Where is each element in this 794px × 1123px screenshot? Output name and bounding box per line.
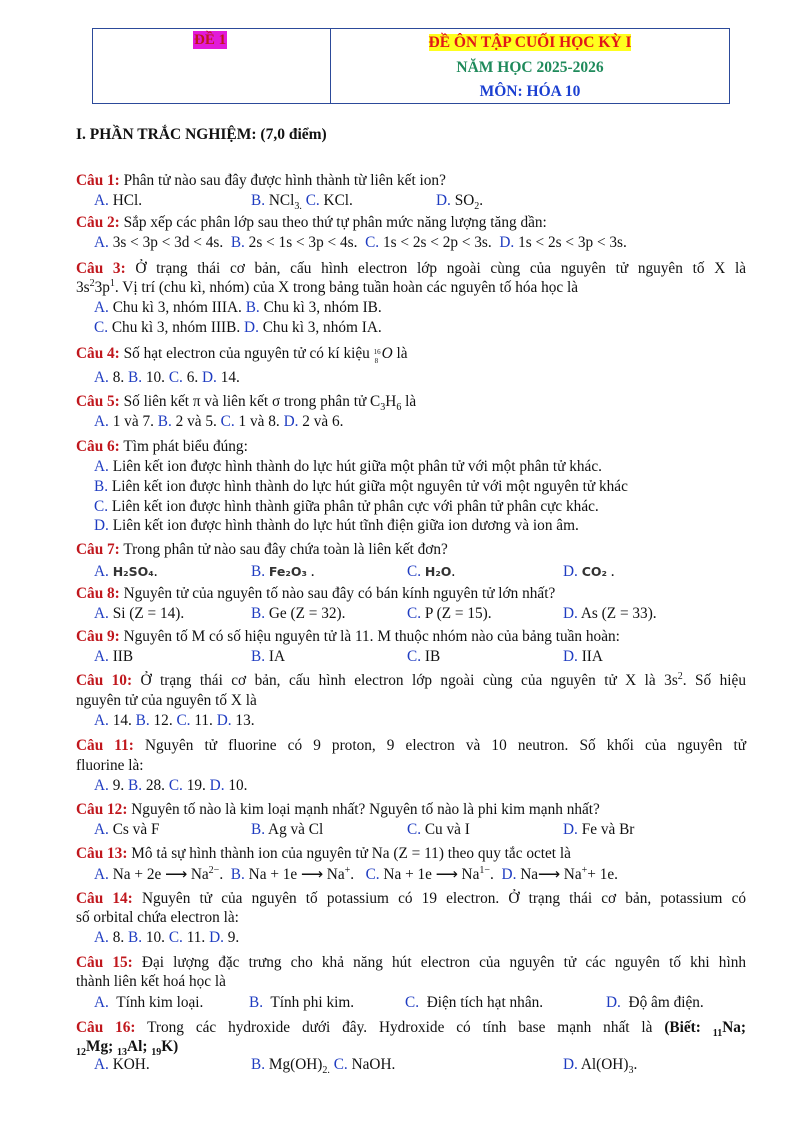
option-letter: C. (407, 648, 422, 665)
option-b (251, 820, 323, 839)
option-d-text: 1s < 2s < 3p < 3s. (518, 234, 627, 251)
question-text: Mô tả sự hình thành ion của nguyên tử Na (Z = 11) theo quy tắc octet là (131, 845, 571, 862)
option-text: Cs và F (112, 821, 160, 838)
option-b-text: Chu kì 3, nhóm IB. (263, 299, 382, 316)
subscript: 3 (628, 1065, 634, 1077)
option-letter: D. (563, 1056, 578, 1073)
school-year: NĂM HỌC 2025-2026 (456, 59, 604, 76)
option-b (249, 993, 354, 1012)
option-b-text: 2s < 1s < 3p < 4s. (248, 234, 358, 251)
option-d (563, 1055, 638, 1077)
superscript: 2 (89, 277, 95, 289)
subject: MÔN: HÓA 10 (479, 83, 581, 100)
option-d-text: 10. (228, 777, 248, 794)
option-letter: C. (365, 234, 380, 251)
option-text: Tính kim loại. (116, 994, 204, 1011)
option-d (563, 820, 634, 839)
question-label: Câu 8: (76, 585, 120, 602)
subscript: 19 (151, 1047, 162, 1059)
option-letter: C. (333, 1056, 348, 1073)
question-16-cont (76, 1037, 179, 1059)
option-letter: D. (499, 234, 515, 251)
option-d (563, 647, 603, 666)
option-text: Mg(OH) (268, 1056, 323, 1073)
option-text: NCl (268, 192, 295, 209)
option-a (94, 647, 133, 666)
question-12 (76, 800, 600, 819)
option-c (405, 993, 543, 1012)
superscript: 1 (109, 277, 115, 289)
option-c-text: Chu kì 3, nhóm IIIB. (111, 319, 241, 336)
question-label: Câu 10: (76, 672, 133, 689)
subscript: 12 (76, 1047, 86, 1059)
option-letter: C. (305, 192, 320, 209)
option-letter: B. (251, 192, 266, 209)
question-1 (76, 171, 446, 190)
question-text-end: là (396, 345, 408, 362)
option-text: Liên kết ion được hình thành do lực hút giữa một phân tử với một phân tử khác. (112, 458, 602, 475)
question-3-cont (76, 278, 578, 297)
option-letter: D. (94, 517, 109, 534)
option-d (563, 604, 657, 623)
option-a (94, 1055, 150, 1074)
element-symbol: O (381, 345, 393, 362)
question-text: Số liên kết π và liên kết σ trong phân tử C (123, 393, 381, 410)
text: 3s (76, 279, 90, 296)
question-label: Câu 7: (76, 541, 120, 558)
option-letter: A. (94, 563, 109, 580)
question-10-cont: nguyên tử của nguyên tố X là (76, 692, 257, 709)
option-b (251, 1055, 396, 1077)
exam-title-text: ĐỀ ÔN TẬP CUỐI HỌC KỲ I (428, 34, 632, 51)
option-b-text: 10. (145, 369, 165, 386)
formula: CO₂ (581, 564, 607, 579)
question-label: Câu 16: (76, 1019, 136, 1036)
option-d-text: 14. (220, 369, 240, 386)
note-text: K) (161, 1038, 179, 1055)
formula: H₂SO₄ (112, 564, 154, 579)
option-text: Cu và I (424, 821, 470, 838)
text: + 1e. (587, 866, 619, 883)
option-d (94, 516, 579, 535)
question-text: Nguyên tố nào là kim loại mạnh nhất? Nguyên tố nào là phi kim mạnh nhất? (131, 801, 600, 818)
option-letter: A. (94, 192, 109, 209)
question-text: . Số hiệu (682, 672, 746, 689)
option-letter: B. (251, 563, 266, 580)
option-d-text: Na⟶ Na (520, 866, 582, 883)
option-letter: A. (94, 712, 109, 729)
option-b (251, 191, 353, 213)
option-c-text: 11. (194, 712, 213, 729)
text: H (385, 393, 397, 410)
option-d (436, 191, 484, 213)
option-d-text: 2 và 6. (302, 413, 344, 430)
option-letter: C. (220, 413, 235, 430)
note-text: Na; (722, 1019, 746, 1036)
option-letter: A. (94, 777, 109, 794)
option-letter: A. (94, 299, 109, 316)
option-letter: B. (128, 929, 143, 946)
option-letter: A. (94, 821, 109, 838)
option-a: A. H₂SO₄. (94, 563, 158, 580)
option-text: Độ âm điện. (628, 994, 704, 1011)
option-letter: B. (128, 777, 143, 794)
option-letter: C. (365, 866, 380, 883)
option-d-text: Chu kì 3, nhóm IA. (262, 319, 382, 336)
question-10 (76, 671, 746, 690)
note (664, 1019, 746, 1040)
question-label: Câu 9: (76, 628, 120, 645)
text: 3p (94, 279, 110, 296)
option-text: Tính phi kim. (270, 994, 355, 1011)
option-c (407, 647, 440, 666)
option-letter: D. (563, 605, 578, 622)
option-a-text: 8. (112, 929, 125, 946)
option-b (94, 477, 628, 496)
question-text: Sắp xếp các phân lớp sau theo thứ tự phân mức năng lượng tăng dần: (123, 214, 547, 231)
option-b-text: 2 và 5. (175, 413, 217, 430)
question-3 (76, 259, 746, 278)
question-text: Số hạt electron của nguyên tử có kí kiệu (123, 345, 370, 362)
option-text: IIA (581, 648, 603, 665)
option-letter: A. (94, 648, 109, 665)
question-label: Câu 13: (76, 845, 128, 862)
option-letter: D. (563, 821, 578, 838)
option-letter: B. (135, 712, 150, 729)
option-letter: D. (606, 994, 621, 1011)
option-a-text: Na + 2e ⟶ Na (112, 866, 209, 883)
superscript: 2− (208, 864, 220, 876)
question-text: Trong phân tử nào sau đây chứa toàn là liên kết đơn? (123, 541, 448, 558)
option-a-text: 14. (112, 712, 132, 729)
option-letter: B. (230, 866, 245, 883)
question-label: Câu 4: (76, 345, 120, 362)
options-row (94, 412, 343, 431)
header-table (92, 28, 730, 104)
option-text: Al(OH) (580, 1056, 629, 1073)
option-c: C. H₂O. (407, 563, 456, 580)
option-letter: A. (94, 1056, 109, 1073)
options-row (94, 318, 382, 337)
question-label: Câu 1: (76, 172, 120, 189)
option-a-text: Chu kì 3, nhóm IIIA. (112, 299, 242, 316)
question-2 (76, 213, 547, 232)
option-letter: A. (94, 458, 109, 475)
note-text: Al; (127, 1038, 148, 1055)
exam-code: ĐỀ 1 (194, 32, 227, 48)
question-4 (76, 344, 408, 363)
superscript: + (344, 864, 351, 876)
option-letter: C. (407, 563, 422, 580)
option-letter: B. (157, 413, 172, 430)
option-c (407, 820, 470, 839)
option-text: Ag và Cl (268, 821, 324, 838)
text: . (633, 1056, 638, 1073)
options-row (94, 298, 382, 317)
option-a-text: 1 và 7. (112, 413, 154, 430)
question-text: Nguyên tử của nguyên tố potassium có 19 electron. Ở trạng thái cơ bản, potassium có (141, 890, 747, 907)
question-15 (76, 953, 746, 972)
question-5 (76, 392, 417, 414)
option-a (94, 191, 142, 210)
option-text: Liên kết ion được hình thành do lực hút giữa một nguyên tử với một nguyên tử khác (111, 478, 628, 495)
subscript: 11 (712, 1028, 723, 1040)
option-a (94, 820, 159, 839)
option-letter: B. (249, 994, 264, 1011)
question-6 (76, 437, 248, 456)
option-letter: A. (94, 866, 109, 883)
question-text: Trong các hydroxide dưới đây. Hydroxide có tính base mạnh nhất là (147, 1019, 653, 1036)
subscript: 6 (396, 402, 402, 414)
option-letter: A. (94, 234, 109, 251)
option-letter: C. (405, 994, 420, 1011)
question-8 (76, 584, 555, 603)
option-letter: A. (94, 605, 109, 622)
option-b-text: 12. (153, 712, 173, 729)
option-c-text: 11. (186, 929, 206, 946)
option-text: Điện tích hạt nhân. (426, 994, 544, 1011)
option-a (94, 993, 203, 1012)
options-row (94, 928, 239, 947)
option-text: KOH. (112, 1056, 150, 1073)
option-c-text: 6. (186, 369, 199, 386)
option-letter: C. (94, 498, 109, 515)
option-text: P (Z = 15). (424, 605, 492, 622)
text: là (401, 393, 417, 410)
option-letter: B. (128, 369, 143, 386)
option-letter: B. (251, 821, 266, 838)
question-text: Nguyên tử của nguyên tố nào sau đây có bán kính nguyên tử lớn nhất? (123, 585, 556, 602)
option-letter: B. (251, 605, 266, 622)
option-d: D. CO₂ . (563, 563, 615, 580)
question-11-cont: fluorine là: (76, 757, 144, 774)
question-15-cont: thành liên kết hoá học là (76, 973, 226, 990)
question-label: Câu 15: (76, 954, 133, 971)
subscript: 3 (380, 402, 386, 414)
option-letter: D. (436, 192, 451, 209)
option-letter: B. (251, 1056, 266, 1073)
subscript: 2. (322, 1065, 330, 1077)
superscript: 1− (479, 864, 491, 876)
subscript: 2 (474, 201, 480, 213)
option-c-text: 19. (186, 777, 206, 794)
option-letter: C. (168, 777, 183, 794)
option-letter: B. (251, 648, 266, 665)
option-letter: D. (563, 648, 578, 665)
subscript: 3. (294, 201, 302, 213)
option-c (407, 604, 492, 623)
question-label: Câu 11: (76, 737, 134, 754)
option-b (251, 647, 285, 666)
nuclide-notation (373, 346, 382, 365)
option-letter: A. (94, 413, 109, 430)
option-a-text: 3s < 3p < 3d < 4s. (112, 234, 224, 251)
option-text-end: . (479, 192, 484, 209)
question-text: Tìm phát biểu đúng: (123, 438, 248, 455)
option-c-text: Na + 1e ⟶ Na (383, 866, 480, 883)
option-letter: A. (94, 929, 109, 946)
option-letter: B. (230, 234, 245, 251)
option-letter: C. (407, 821, 422, 838)
mass-number: 16 (373, 348, 381, 356)
options-row (94, 711, 255, 730)
question-9 (76, 627, 620, 646)
option-text: HCl. (112, 192, 143, 209)
option-letter: B. (94, 478, 109, 495)
superscript: + (581, 864, 588, 876)
question-text: Phân tử nào sau đây được hình thành từ liên kết ion? (123, 172, 446, 189)
option-text: KCl. (323, 192, 353, 209)
formula: Fe₂O₃ (268, 564, 307, 579)
option-letter: B. (245, 299, 260, 316)
question-text: Nguyên tử fluorine có 9 proton, 9 electron và 10 neutron. Số khối của nguyên tử (144, 737, 747, 754)
question-text: Đại lượng đặc trưng cho khả năng hút electron của nguyên tử các nguyên tố khi hình (141, 954, 747, 971)
option-a (94, 604, 184, 623)
question-14 (76, 889, 746, 908)
note-text: (Biết: (664, 1019, 701, 1036)
question-label: Câu 6: (76, 438, 120, 455)
question-text: Ở trạng thái cơ bản, cấu hình electron lớp ngoài cùng của nguyên tử X là 3s (140, 672, 678, 689)
option-letter: C. (176, 712, 191, 729)
formula: H₂O (424, 564, 452, 579)
question-text: Nguyên tố M có số hiệu nguyên tử là 11. M thuộc nhóm nào của bảng tuần hoàn: (123, 628, 620, 645)
option-a-text: 9. (112, 777, 125, 794)
superscript: 2 (677, 670, 683, 682)
question-13 (76, 844, 571, 863)
text: . Vị trí (chu kì, nhóm) của X trong bảng tuần hoàn các nguyên tố hóa học là (114, 279, 579, 296)
option-letter: C. (94, 319, 109, 336)
option-text: Liên kết ion được hình thành giữa phân tử phân cực với phân tử phân cực khác. (111, 498, 599, 515)
option-text: Liên kết ion được hình thành do lực hút tĩnh điện giữa ion dương và ion âm. (112, 517, 579, 534)
option-text: SO (454, 192, 475, 209)
option-c-text: 1 và 8. (238, 413, 280, 430)
option-a-text: 8. (112, 369, 125, 386)
option-a (94, 457, 602, 476)
options-row (94, 233, 627, 252)
question-label: Câu 12: (76, 801, 128, 818)
options-row: A. Na + 2e ⟶ $Na^{2-}$. B. Na + 1e ⟶ Na+. C. Na + 1e ⟶ $Na^{1-}$. D. Na⟶ Na++ 1e. (94, 864, 619, 883)
option-b (251, 604, 345, 623)
option-letter: C. (168, 929, 183, 946)
subscript: 13 (117, 1047, 128, 1059)
option-b-text: 28. (145, 777, 165, 794)
option-c-text: 1s < 2s < 2p < 3s. (382, 234, 492, 251)
note-text: Mg; (86, 1038, 114, 1055)
question-14-cont: số orbital chứa electron là: (76, 909, 239, 926)
option-letter: D. (209, 929, 224, 946)
question-label: Câu 3: (76, 260, 126, 277)
option-text: IA (268, 648, 286, 665)
option-text: NaOH. (351, 1056, 396, 1073)
option-d (606, 993, 704, 1012)
options-row (94, 368, 240, 387)
section-heading: I. PHẦN TRẮC NGHIỆM: (7,0 điểm) (76, 126, 327, 143)
option-letter: D. (209, 777, 225, 794)
option-letter: C. (168, 369, 183, 386)
option-letter: A. (94, 994, 109, 1011)
option-letter: C. (407, 605, 422, 622)
option-b-text: Na + 1e ⟶ Na (248, 866, 345, 883)
option-text: IIB (112, 648, 134, 665)
option-text: Si (Z = 14). (112, 605, 185, 622)
option-d-text: 9. (227, 929, 240, 946)
option-text: IB (424, 648, 441, 665)
option-letter: D. (501, 866, 517, 883)
option-c (94, 497, 599, 516)
question-label: Câu 14: (76, 890, 133, 907)
option-text: As (Z = 33). (580, 605, 657, 622)
question-label: Câu 5: (76, 393, 120, 410)
option-letter: A. (94, 369, 109, 386)
option-letter: D. (283, 413, 299, 430)
option-text: Fe và Br (581, 821, 635, 838)
option-letter: D. (563, 563, 578, 580)
option-d-text: 13. (235, 712, 255, 729)
question-11 (76, 736, 746, 755)
atomic-number: 8 (374, 357, 379, 365)
exam-title (331, 31, 729, 55)
option-letter: D. (244, 319, 259, 336)
question-text: Ở trạng thái cơ bản, cấu hình electron lớp ngoài cùng của nguyên tử nguyên tố X là (135, 260, 746, 277)
option-letter: D. (216, 712, 232, 729)
question-label: Câu 2: (76, 214, 120, 231)
options-row (94, 776, 247, 795)
option-letter: D. (202, 369, 217, 386)
option-b-text: 10. (145, 929, 165, 946)
question-16 (76, 1018, 746, 1040)
option-b: B. Fe₂O₃ . (251, 563, 315, 580)
option-text: Ge (Z = 32). (268, 605, 346, 622)
question-7 (76, 540, 448, 559)
